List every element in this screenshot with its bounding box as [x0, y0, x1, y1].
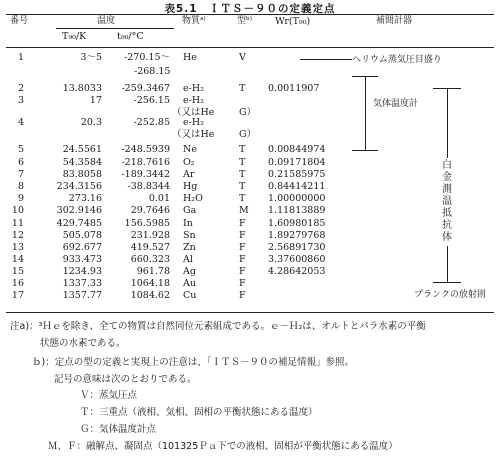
cell-tc: -248.5939 [121, 144, 170, 155]
platinum-label-char: 抵 [442, 208, 452, 219]
cell-no: 9 [17, 193, 24, 204]
cell-sub: Ar [183, 169, 195, 180]
cell-no: 6 [17, 157, 24, 168]
platinum-label-char: 体 [442, 232, 452, 243]
cell-sub: Ne [183, 144, 197, 155]
cell-wr: 0.09171804 [268, 157, 326, 168]
cell-tk: 3～5 [80, 52, 102, 63]
cell-wr: 1.89279768 [268, 230, 326, 241]
cell-wr: 1.00000000 [268, 193, 326, 204]
header-t90-celsius: t₉₀/°C [117, 31, 144, 42]
cell-tk: 54.3584 [62, 157, 102, 168]
platinum-label-char: 温 [442, 196, 452, 207]
cell-sub: Ag [183, 266, 196, 277]
platinum-resistance-bottom-tick [433, 282, 461, 283]
note-b-line2: 記号の意味は次のとおりである。 [54, 374, 197, 385]
cell-tc: 419.527 [130, 242, 170, 253]
cell-tc: 231.928 [130, 230, 170, 241]
note-a-line2: 状態の水素である。 [40, 338, 126, 349]
cell-no: 7 [17, 169, 24, 180]
note-symbol-g: Ｇ：気体温度計点 [80, 424, 157, 435]
cell-wr: 1.11813889 [268, 205, 326, 216]
cell-tk: 20.3 [80, 117, 102, 128]
cell-tk: 17 [89, 95, 102, 106]
note-b-line1: ｂ)：定点の型の定義と実現上の注意は、「ＩＴＳ－９０の補足情報」参照。 [32, 357, 354, 368]
cell-tk: 1357.77 [62, 290, 102, 301]
cell-type: T [239, 169, 246, 180]
cell-no: 5 [17, 144, 24, 155]
cell-sub: e-H₂ [183, 95, 204, 106]
cell-tk: 302.9146 [56, 205, 102, 216]
cell-type: T [239, 193, 246, 204]
header-bottom-rule [6, 47, 494, 48]
cell-wr: 0.21585975 [268, 169, 326, 180]
cell-tk: 505.078 [62, 230, 102, 241]
cell-sub: Ga [183, 205, 197, 216]
cell-tc: -218.7616 [121, 157, 170, 168]
cell-sub: e-H₂ [183, 117, 204, 128]
header-wr: Wr(T₉₀) [275, 16, 311, 27]
cell-no: 14 [11, 254, 24, 265]
platinum-label-char: 抗 [442, 220, 452, 231]
cell-tk: 429.7485 [56, 218, 102, 229]
note-symbol-v: Ｖ：蒸気圧点 [80, 390, 138, 401]
cell-no: 17 [11, 290, 24, 301]
helium-range-rule [300, 59, 352, 60]
cell-type: M [239, 205, 249, 216]
cell-type: F [239, 230, 246, 241]
cell-no: 3 [17, 95, 24, 106]
cell-type: T [239, 83, 246, 94]
cell-no: 10 [11, 205, 24, 216]
cell-tc: -38.8344 [127, 181, 170, 192]
cell-tk: 1337.33 [62, 278, 102, 289]
cell-tc: 0.01 [148, 193, 170, 204]
cell-sub-alternative: （又はHe [172, 129, 215, 140]
cell-type: G） [239, 129, 257, 140]
cell-wr: 0.84414211 [268, 181, 326, 192]
cell-tk: 234.3156 [56, 181, 102, 192]
gas-thermometer-bottom-tick [352, 150, 378, 151]
cell-type: G） [239, 107, 257, 118]
note-a-line1: 注a)：³Ｈｅを除き、全ての物質は自然同位元素組成である。ｅ－Ｈ₂は、オルトとパラ水素の平衡 [10, 321, 426, 332]
cell-tc: 1084.62 [130, 290, 170, 301]
cell-wr: 4.28642053 [268, 266, 326, 277]
cell-type: T [239, 157, 246, 168]
cell-type: T [239, 181, 246, 192]
cell-no: 2 [17, 83, 24, 94]
cell-tc: -259.3467 [121, 83, 170, 94]
cell-type: F [239, 278, 246, 289]
platinum-label-char: 測 [442, 184, 452, 195]
note-symbol-t: Ｔ：三重点（液相、気相、固相の平衡状態にある温度） [80, 407, 318, 418]
cell-tc: 29.7646 [130, 205, 170, 216]
temperature-underline [56, 28, 174, 29]
cell-sub: Sn [183, 230, 196, 241]
gas-thermometer-top-tick [352, 76, 378, 77]
table-bottom-rule [6, 312, 494, 313]
platinum-label-char: 金 [442, 172, 452, 183]
cell-wr: 2.56891730 [268, 242, 326, 253]
cell-sub: Cu [183, 290, 197, 301]
cell-wr: 0.00844974 [268, 144, 326, 155]
cell-tc: 1064.18 [130, 278, 170, 289]
cell-wr: 1.60980185 [268, 218, 326, 229]
cell-tk: 933.473 [62, 254, 102, 265]
cell-tc: -189.3442 [121, 169, 170, 180]
cell-tk: 13.8033 [62, 83, 102, 94]
header-top-rule [6, 14, 494, 15]
cell-type: F [239, 242, 246, 253]
cell-tk: 83.8058 [62, 169, 102, 180]
platinum-resistance-range-lower [447, 246, 448, 282]
header-number: 番号 [10, 16, 29, 26]
header-substance: 物質ᵃ⁾ [182, 16, 206, 26]
cell-sub: He [183, 52, 197, 63]
platinum-resistance-range-upper [447, 88, 448, 158]
cell-sub: In [183, 218, 193, 229]
cell-no: 12 [11, 230, 24, 241]
platinum-label-char: 白 [442, 160, 452, 171]
header-temperature: 温度 [97, 16, 116, 26]
cell-sub: Au [183, 278, 196, 289]
cell-tc: 961.78 [136, 266, 170, 277]
gas-thermometer-range [365, 76, 366, 150]
cell-sub: Al [183, 254, 193, 265]
cell-no: 16 [11, 278, 24, 289]
cell-wr: 3.37600860 [268, 254, 326, 265]
cell-tk: 692.677 [62, 242, 102, 253]
cell-no: 15 [11, 266, 24, 277]
cell-tc: -270.15～ [124, 52, 170, 63]
table-title: 表5.1 ＩＴＳ－９０の定義定点 [164, 3, 336, 15]
cell-tk: 24.5561 [62, 144, 102, 155]
cell-no: 8 [17, 181, 24, 192]
cell-type: V [239, 52, 246, 63]
planck-radiation-label: プランクの放射則 [414, 290, 486, 300]
cell-no: 13 [11, 242, 24, 253]
cell-wr: 0.0011907 [268, 83, 320, 94]
header-type: 型ᵇ⁾ [237, 16, 253, 26]
cell-sub: H₂O [183, 193, 203, 204]
cell-type: T [239, 144, 246, 155]
cell-tc: 156.5985 [124, 218, 170, 229]
platinum-resistance-top-tick [433, 88, 461, 89]
cell-no: 11 [11, 218, 24, 229]
cell-tc-continued: -268.15 [134, 66, 171, 77]
header-instrument: 補間計器 [376, 16, 413, 26]
header-t90-kelvin: T₉₀/K [62, 31, 87, 42]
cell-type: F [239, 218, 246, 229]
cell-type: F [239, 290, 246, 301]
cell-type: F [239, 266, 246, 277]
note-symbol-mf: Ｍ、Ｆ：融解点、凝固点（101325Ｐａ下での液相、固相が平衡状態にある温度） [48, 441, 398, 452]
cell-sub-alternative: （又はHe [172, 107, 215, 118]
cell-sub: O₂ [183, 157, 195, 168]
cell-type: F [239, 254, 246, 265]
helium-vapor-scale-label: ヘリウム蒸気圧目盛り [352, 55, 442, 65]
gas-thermometer-label: 気体温度計 [373, 99, 419, 109]
cell-sub: Hg [183, 181, 198, 192]
cell-tc: 660.323 [130, 254, 170, 265]
cell-tk: 273.16 [68, 193, 102, 204]
cell-sub: e-H₂ [183, 83, 204, 94]
cell-tc: -256.15 [133, 95, 170, 106]
cell-no: 4 [17, 117, 24, 128]
cell-tc: -252.85 [133, 117, 170, 128]
cell-no: 1 [17, 52, 24, 63]
cell-sub: Zn [183, 242, 196, 253]
cell-tk: 1234.93 [62, 266, 102, 277]
